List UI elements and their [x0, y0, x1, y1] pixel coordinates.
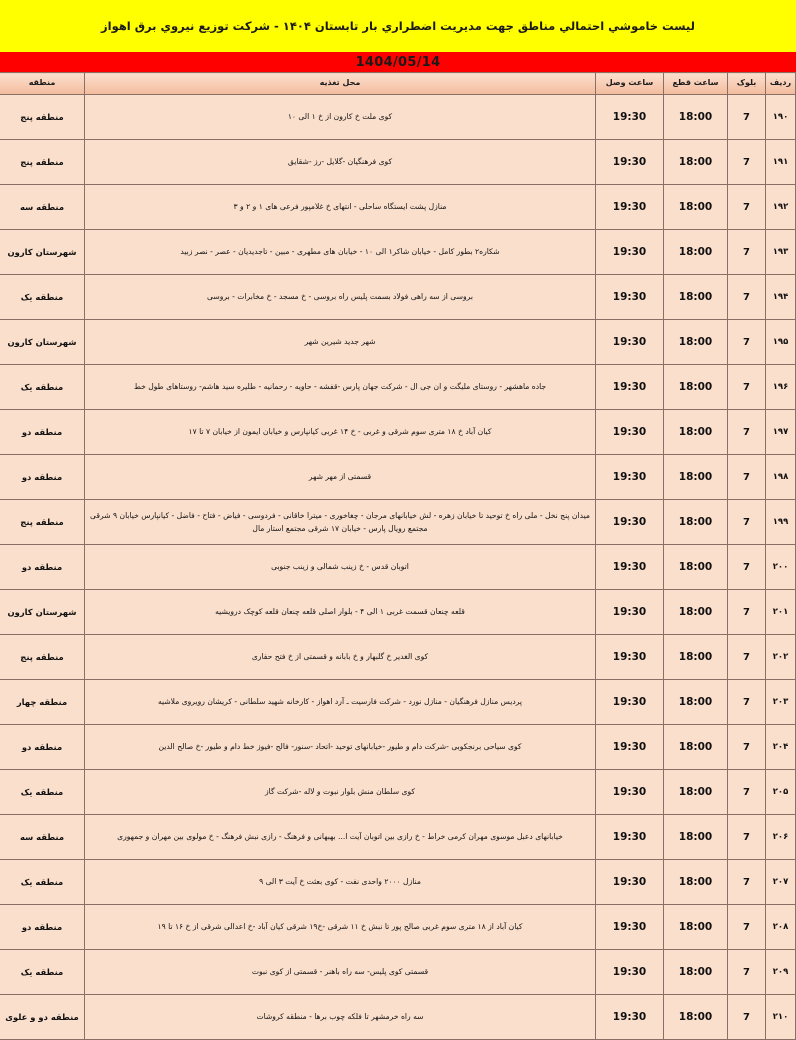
table-header: [0, 73, 796, 95]
cell-region: منطقه چهار: [0, 680, 85, 725]
cell-off-time: 18:00: [664, 365, 728, 410]
cell-block: 7: [728, 365, 766, 410]
cell-on-time: 19:30: [596, 140, 664, 185]
cell-on-time: 19:30: [596, 815, 664, 860]
cell-radif: ۱۹۱: [766, 140, 796, 185]
cell-off-time: 18:00: [664, 230, 728, 275]
cell-radif: ۱۹۵: [766, 320, 796, 365]
cell-on-time: 19:30: [596, 995, 664, 1040]
cell-radif: ۲۰۰: [766, 545, 796, 590]
cell-region: منطقه یک: [0, 770, 85, 815]
cell-off-time: 18:00: [664, 815, 728, 860]
column-header-off-time: ساعت قطع: [664, 73, 728, 95]
cell-off-time: 18:00: [664, 590, 728, 635]
cell-block: 7: [728, 185, 766, 230]
cell-radif: ۱۹۷: [766, 410, 796, 455]
cell-radif: ۲۰۸: [766, 905, 796, 950]
column-header-on-time: ساعت وصل: [596, 73, 664, 95]
cell-block: 7: [728, 860, 766, 905]
cell-description: قسمتی از مهر شهر: [85, 455, 596, 500]
cell-radif: ۲۰۶: [766, 815, 796, 860]
cell-region: منطقه پنج: [0, 635, 85, 680]
cell-block: 7: [728, 140, 766, 185]
cell-block: 7: [728, 455, 766, 500]
cell-region: منطقه پنج: [0, 500, 85, 545]
cell-block: 7: [728, 410, 766, 455]
cell-radif: ۲۰۳: [766, 680, 796, 725]
column-header-radif: رديف: [766, 73, 796, 95]
cell-on-time: 19:30: [596, 320, 664, 365]
cell-radif: ۱۹۴: [766, 275, 796, 320]
table-header-row: [0, 73, 796, 95]
cell-off-time: 18:00: [664, 995, 728, 1040]
cell-region: منطقه پنج: [0, 95, 85, 140]
cell-region: منطقه سه: [0, 185, 85, 230]
cell-description: سه راه خرمشهر تا فلکه چوب برها - منطقه کروشات: [85, 995, 596, 1040]
cell-off-time: 18:00: [664, 95, 728, 140]
table-row: [0, 815, 796, 860]
date-banner: [0, 52, 796, 72]
table-row: [0, 590, 796, 635]
table-row: [0, 860, 796, 905]
cell-region: منطقه یک: [0, 275, 85, 320]
cell-on-time: 19:30: [596, 230, 664, 275]
cell-region: شهرستان کارون: [0, 230, 85, 275]
cell-block: 7: [728, 680, 766, 725]
cell-radif: ۱۹۰: [766, 95, 796, 140]
cell-region: منطقه پنج: [0, 140, 85, 185]
cell-radif: ۲۰۴: [766, 725, 796, 770]
cell-description: کیان آباد خ ۱۸ متری سوم شرقی و غربی - خ ۱۴ غربی کیانپارس و خیابان ایمون از خیابان ۷ تا ۱۷: [85, 410, 596, 455]
table-row: [0, 185, 796, 230]
column-header-description: محل تغذيه: [85, 73, 596, 95]
cell-description: جاده ماهشهر - روستای ملیگت و ان جی ال - شرکت جهان پارس -قفشه - حاویه - رحمانیه - طلیره سید هاشم- روستاهای طول خط: [85, 365, 596, 410]
cell-radif: ۱۹۲: [766, 185, 796, 230]
cell-block: 7: [728, 545, 766, 590]
cell-block: 7: [728, 500, 766, 545]
cell-radif: ۲۰۵: [766, 770, 796, 815]
cell-radif: ۲۰۱: [766, 590, 796, 635]
cell-description: کوی سلطان منش بلوار نبوت و لاله -شرکت گاز: [85, 770, 596, 815]
table-row: [0, 140, 796, 185]
cell-radif: ۲۱۰: [766, 995, 796, 1040]
cell-radif: ۲۰۷: [766, 860, 796, 905]
column-header-region: منطقه: [0, 73, 85, 95]
cell-description: اتوبان قدس - خ زینب شمالی و زینب جنوبی: [85, 545, 596, 590]
cell-description: کوی ملت خ کارون از خ ۱ الی ۱۰: [85, 95, 596, 140]
table-row: [0, 905, 796, 950]
cell-region: منطقه دو: [0, 905, 85, 950]
cell-block: 7: [728, 950, 766, 995]
table-row: [0, 320, 796, 365]
cell-description: منازل پشت ایستگاه ساحلی - انتهای خ غلامپور فرعی های ۱ و ۲ و ۳: [85, 185, 596, 230]
cell-on-time: 19:30: [596, 95, 664, 140]
table-row: [0, 230, 796, 275]
cell-description: بروسی از سه راهی فولاد بسمت پلیس راه بروسی - خ مسجد - خ مخابرات - بروسی: [85, 275, 596, 320]
cell-description: منازل ۲۰۰۰ واحدی نفت - کوی بعثت خ آیت ۳ الی ۹: [85, 860, 596, 905]
cell-region: منطقه دو: [0, 725, 85, 770]
page-title: ليست خاموشي احتمالي مناطق جهت مديريت اضطراري بار تابستان ۱۴۰۴ - شركت توزيع نيروي برق اهواز: [101, 18, 695, 33]
cell-off-time: 18:00: [664, 185, 728, 230]
table-row: [0, 725, 796, 770]
cell-on-time: 19:30: [596, 545, 664, 590]
cell-description: شهر جدید شیرین شهر: [85, 320, 596, 365]
cell-region: شهرستان کارون: [0, 590, 85, 635]
cell-region: منطقه دو: [0, 455, 85, 500]
table-row: [0, 275, 796, 320]
cell-region: منطقه سه: [0, 815, 85, 860]
cell-block: 7: [728, 95, 766, 140]
cell-on-time: 19:30: [596, 500, 664, 545]
cell-on-time: 19:30: [596, 860, 664, 905]
cell-description: کیان آباد از ۱۸ متری سوم غربی صالح پور تا نبش خ ۱۱ شرقی -خ۱۹ شرقی کیان آباد -خ اعدالی شرقی از خ ۱۶ تا ۱۹: [85, 905, 596, 950]
cell-on-time: 19:30: [596, 590, 664, 635]
table-row: [0, 950, 796, 995]
cell-off-time: 18:00: [664, 500, 728, 545]
cell-off-time: 18:00: [664, 725, 728, 770]
cell-off-time: 18:00: [664, 545, 728, 590]
table-row: [0, 545, 796, 590]
cell-block: 7: [728, 275, 766, 320]
cell-description: کوی الغدیر خ گلبهار و خ بابانه و قسمتی از خ فتح حفاری: [85, 635, 596, 680]
cell-region: منطقه یک: [0, 950, 85, 995]
cell-region: منطقه یک: [0, 860, 85, 905]
cell-description: شکاره۲ بطور کامل - خیابان شاکر۱ الی ۱۰ - خیابان های مطهری - مبین - تاجدیدیان - عصر - نصر زبید: [85, 230, 596, 275]
cell-block: 7: [728, 590, 766, 635]
cell-region: منطقه دو: [0, 410, 85, 455]
cell-description: کوی سیاحی برنجکوبی -شرکت دام و طیور -خیابانهای توحید -اتحاد -سنور- فالح -فیوز خط دام و طیور -خ صالح الدین: [85, 725, 596, 770]
cell-on-time: 19:30: [596, 185, 664, 230]
cell-block: 7: [728, 770, 766, 815]
cell-block: 7: [728, 230, 766, 275]
cell-description: قلعه چنعان قسمت غربی ۱ الی ۴ - بلوار اصلی قلعه چنعان قلعه کوچک درویشیه: [85, 590, 596, 635]
cell-on-time: 19:30: [596, 770, 664, 815]
cell-off-time: 18:00: [664, 950, 728, 995]
cell-block: 7: [728, 995, 766, 1040]
table-row: [0, 635, 796, 680]
cell-region: منطقه دو و علوی: [0, 995, 85, 1040]
cell-off-time: 18:00: [664, 635, 728, 680]
schedule-date: 1404/05/14: [355, 54, 441, 70]
cell-block: 7: [728, 635, 766, 680]
cell-description: پردیس منازل فرهنگیان - منازل نورد - شرکت فارسیت ـ آرد اهواز - کارخانه شهید سلطانی - کریشان رویروی ملاشیه: [85, 680, 596, 725]
cell-radif: ۱۹۹: [766, 500, 796, 545]
cell-on-time: 19:30: [596, 275, 664, 320]
table-body: [0, 95, 796, 1040]
cell-region: شهرستان کارون: [0, 320, 85, 365]
table-row: [0, 455, 796, 500]
cell-on-time: 19:30: [596, 680, 664, 725]
cell-description: میدان پنج نخل - ملی راه خ توحید تا خیابان زهره - لش خیابانهای مرجان - چغاخوری - میترا خاقانی - فردوسی - فیاض - فتاح - فاضل - کیانپارس خیابان ۹ شرقی مجتمع رویال پارس - خیابان ۱۷ شرقی مجتمع استار مال: [85, 500, 596, 545]
cell-description: کوی فرهنگیان -گلایل -رز -شقایق: [85, 140, 596, 185]
cell-on-time: 19:30: [596, 950, 664, 995]
cell-on-time: 19:30: [596, 410, 664, 455]
table-row: [0, 95, 796, 140]
cell-block: 7: [728, 320, 766, 365]
cell-off-time: 18:00: [664, 320, 728, 365]
cell-on-time: 19:30: [596, 365, 664, 410]
cell-block: 7: [728, 905, 766, 950]
cell-region: منطقه یک: [0, 365, 85, 410]
cell-off-time: 18:00: [664, 275, 728, 320]
outage-schedule-table: [0, 72, 796, 1040]
cell-block: 7: [728, 725, 766, 770]
cell-description: خیابانهای دعبل موسوی مهران کرمی خراط - خ رازی بین اتوبان آیت ا... بهبهانی و فرهنگ - رازی نبش فرهنگ - خ مولوی بین مهران و جمهوری: [85, 815, 596, 860]
cell-radif: ۲۰۹: [766, 950, 796, 995]
column-header-block: بلوک: [728, 73, 766, 95]
cell-region: منطقه دو: [0, 545, 85, 590]
cell-off-time: 18:00: [664, 455, 728, 500]
cell-off-time: 18:00: [664, 140, 728, 185]
cell-off-time: 18:00: [664, 905, 728, 950]
cell-radif: ۱۹۶: [766, 365, 796, 410]
cell-off-time: 18:00: [664, 680, 728, 725]
cell-off-time: 18:00: [664, 860, 728, 905]
cell-off-time: 18:00: [664, 410, 728, 455]
table-row: [0, 995, 796, 1040]
cell-on-time: 19:30: [596, 635, 664, 680]
table-row: [0, 365, 796, 410]
table-row: [0, 770, 796, 815]
cell-radif: ۱۹۸: [766, 455, 796, 500]
table-row: [0, 500, 796, 545]
table-row: [0, 680, 796, 725]
cell-radif: ۲۰۲: [766, 635, 796, 680]
cell-radif: ۱۹۳: [766, 230, 796, 275]
cell-on-time: 19:30: [596, 725, 664, 770]
cell-on-time: 19:30: [596, 905, 664, 950]
table-row: [0, 410, 796, 455]
cell-off-time: 18:00: [664, 770, 728, 815]
cell-block: 7: [728, 815, 766, 860]
cell-description: قسمتی کوی پلیس- سه راه باهنر - قسمتی از کوی نبوت: [85, 950, 596, 995]
title-banner: [0, 0, 796, 52]
cell-on-time: 19:30: [596, 455, 664, 500]
